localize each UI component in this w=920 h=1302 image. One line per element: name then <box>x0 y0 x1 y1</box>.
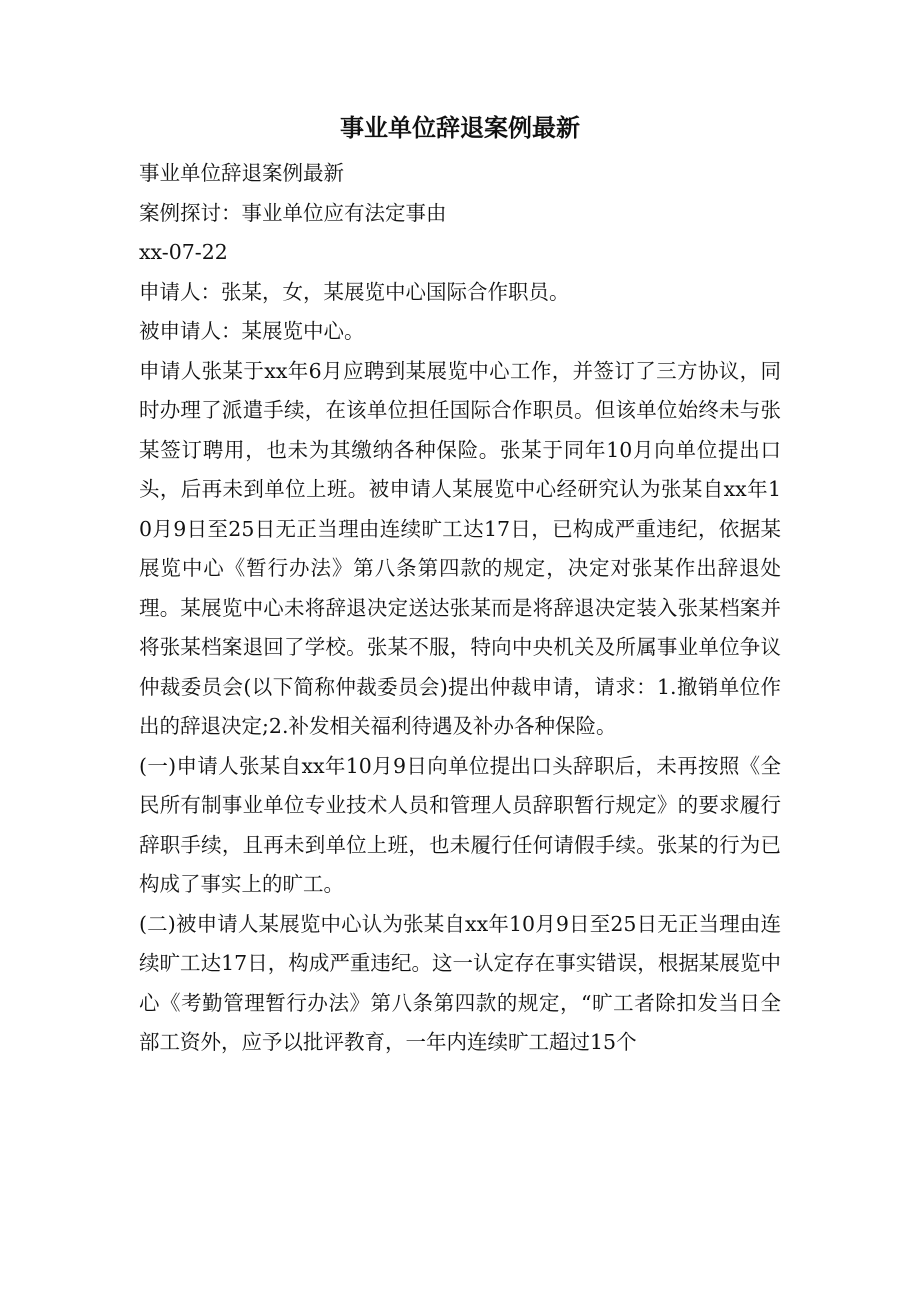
document-title: 事业单位辞退案例最新 <box>340 113 580 142</box>
document-topic: 案例探讨：事业单位应有法定事由 <box>139 200 447 225</box>
case-facts-paragraph: 申请人张某于xx年6月应聘到某展览中心工作，并签订了三方协议，同时办理了派遣手续，在该单位担任国际合作职员。但该单位始终未与张某签订聘用，也未为其缴纳各种保险。张某于同年10月向单位提出口头，后再未到单位上班。被申请人某展览中心经研究认为张某自xx年10月9日至25日无正当理由连续旷工达17日，已构成严重违纪，依据某展览中心《暂行办法》第八条第四款的规定，决定对张某作出辞退处理。某展览中心未将辞退决定送达张某而是将辞退决定装入张某档案并将张某档案退回了学校。张某不服，特向中央机关及所属事业单位争议仲裁委员会(以下简称仲裁委员会)提出仲裁申请，请求：1.撤销单位作出的辞退决定;2.补发相关福利待遇及补办各种保险。 <box>139 358 781 738</box>
applicant-line: 申请人：张某，女，某展览中心国际合作职员。 <box>139 279 570 304</box>
finding-two-paragraph: (二)被申请人某展览中心认为张某自xx年10月9日至25日无正当理由连续旷工达17日，构成严重违纪。这一认定存在事实错误，根据某展览中心《考勤管理暂行办法》第八条第四款的规定，“旷工者除扣发当日全部工资外，应予以批评教育，一年内连续旷工超过15个 <box>139 911 781 1054</box>
document-date: xx-07-22 <box>139 240 228 264</box>
document-body <box>139 154 781 1063</box>
finding-one-paragraph: (一)申请人张某自xx年10月9日向单位提出口头辞职后，未再按照《全民所有制事业单位专业技术人员和管理人员辞职暂行规定》的要求履行辞职手续，且再未到单位上班，也未履行任何请假手续。张某的行为已构成了事实上的旷工。 <box>139 753 781 896</box>
respondent-line: 被申请人：某展览中心。 <box>139 319 365 343</box>
document-subtitle: 事业单位辞退案例最新 <box>139 161 344 185</box>
